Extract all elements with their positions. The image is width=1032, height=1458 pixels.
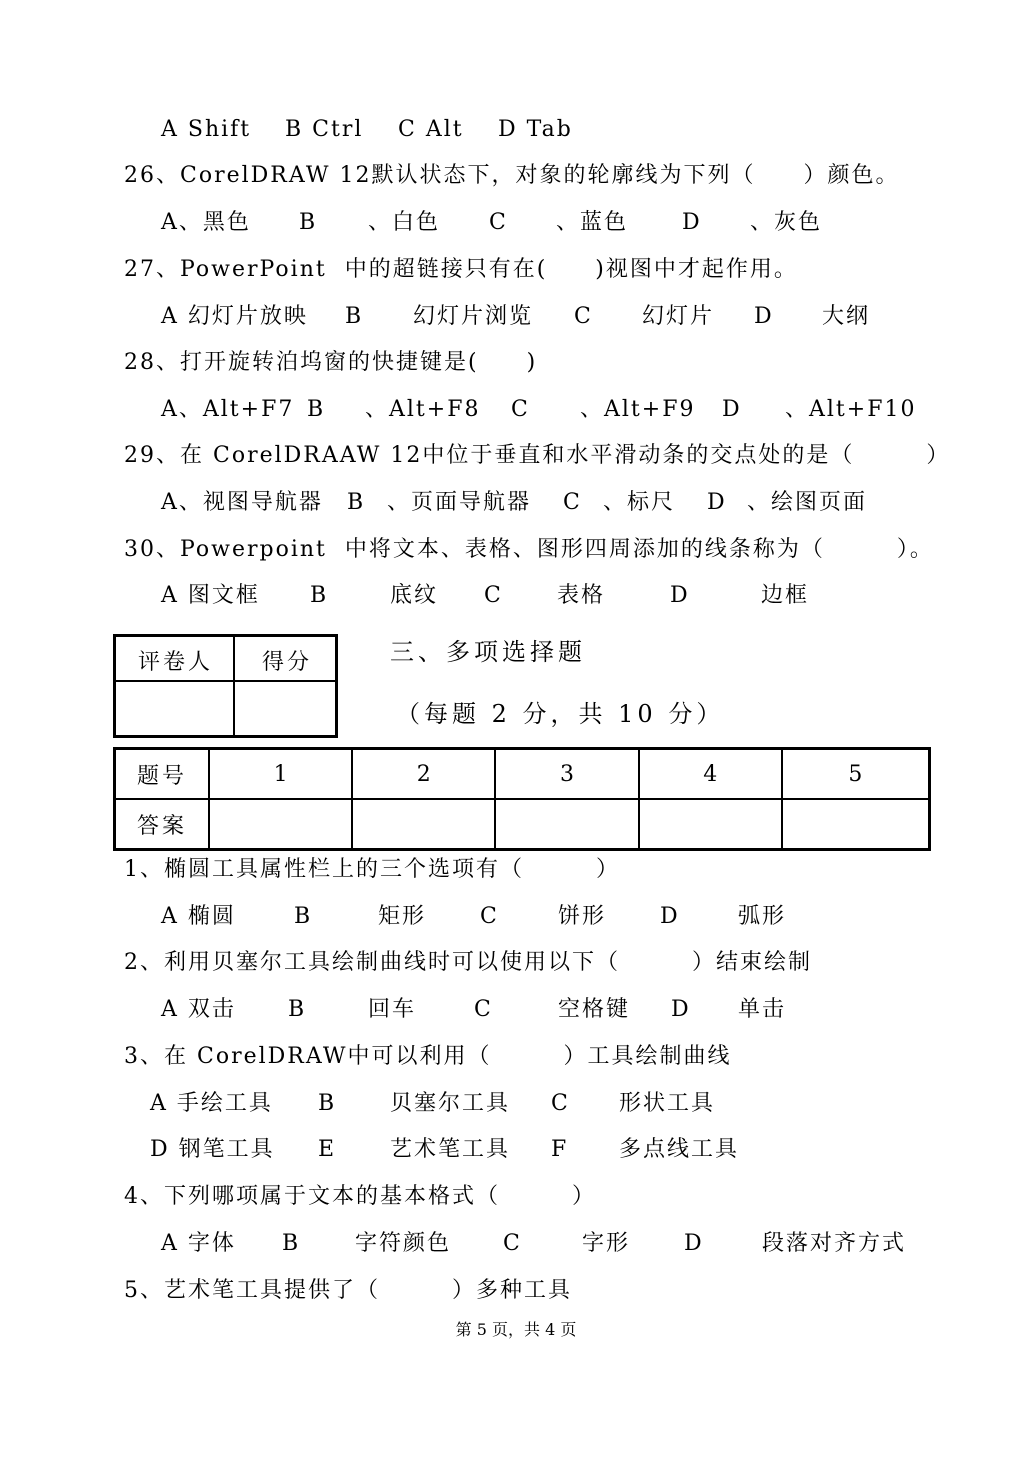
m3-label-e: E: [318, 1137, 337, 1162]
m4-label-c: C: [503, 1231, 522, 1256]
multi-question-4: 4、下列哪项属于文本的基本格式（ ）: [124, 1184, 596, 1209]
answer-table: [113, 747, 931, 851]
multi-question-5: 5、艺术笔工具提供了（ ）多种工具: [124, 1278, 572, 1303]
q27-option-b: 幻灯片浏览: [413, 304, 534, 329]
question-number-2: 2: [352, 749, 495, 800]
table-row: [115, 749, 930, 800]
m3-label-f: F: [551, 1137, 569, 1162]
m3-option-b: 贝塞尔工具: [390, 1091, 511, 1116]
q30-option-b: 底纹: [390, 583, 439, 608]
q28-label-c: C: [511, 397, 530, 422]
answer-cell-1[interactable]: [209, 799, 352, 850]
page-footer: 第 5 页，共 4 页: [455, 1320, 577, 1339]
m1-option-a: A 椭圆: [161, 904, 236, 929]
m2-label-d: D: [671, 997, 691, 1022]
m4-option-d: 段落对齐方式: [762, 1231, 907, 1256]
section-title: 三、多项选择题: [390, 638, 586, 666]
m4-label-b: B: [282, 1231, 301, 1256]
q26-label-d: D: [682, 210, 702, 235]
m1-option-b: 矩形: [378, 904, 427, 929]
q29-label-c: C: [563, 490, 582, 515]
q25-option-a: A Shift: [161, 117, 252, 142]
m2-label-c: C: [474, 997, 493, 1022]
question-27: 27、PowerPoint 中的超链接只有在( )视图中才起作用。: [124, 257, 798, 282]
m3-option-d: D 钢笔工具: [150, 1137, 275, 1162]
grader-label: 评卷人: [138, 650, 214, 675]
q30-option-a: A 图文框: [161, 583, 260, 608]
m2-option-c: 空格键: [558, 997, 631, 1022]
q27-label-c: C: [574, 304, 593, 329]
q29-label-b: B: [347, 490, 366, 515]
m3-label-b: B: [318, 1091, 337, 1116]
score-label: 得分: [262, 650, 313, 675]
m4-option-a: A 字体: [161, 1231, 236, 1256]
q30-label-d: D: [670, 583, 690, 608]
question-30: 30、Powerpoint 中将文本、表格、图形四周添加的线条称为（ ）。: [124, 537, 934, 562]
q25-option-b: B Ctrl: [285, 117, 364, 142]
answer-cell-4[interactable]: [639, 799, 782, 850]
q26-label-b: B: [299, 210, 318, 235]
m3-label-c: C: [551, 1091, 570, 1116]
m3-option-c: 形状工具: [619, 1091, 716, 1116]
question-26: 26、CorelDRAW 12默认状态下，对象的轮廓线为下列（ ）颜色。: [124, 163, 900, 188]
q27-label-d: D: [754, 304, 774, 329]
q30-label-b: B: [310, 583, 329, 608]
m2-option-a: A 双击: [161, 997, 236, 1022]
q30-option-c: 表格: [557, 583, 606, 608]
question-number-5: 5: [782, 749, 930, 800]
question-number-1: 1: [209, 749, 352, 800]
q28-option-c: 、Alt+F9: [580, 397, 696, 422]
q29-option-b: 、页面导航器: [387, 490, 532, 515]
answer-cell-2[interactable]: [352, 799, 495, 850]
multi-question-1: 1、椭圆工具属性栏上的三个选项有（ ）: [124, 857, 620, 882]
q28-option-a: A、Alt+F7: [161, 397, 295, 422]
q26-option-b: 、白色: [368, 210, 441, 235]
q30-option-d: 边框: [761, 583, 810, 608]
q30-label-c: C: [484, 583, 503, 608]
m4-label-d: D: [684, 1231, 704, 1256]
q29-option-a: A、视图导航器: [161, 490, 323, 515]
m2-option-d: 单击: [738, 997, 787, 1022]
q28-label-d: D: [722, 397, 742, 422]
question-number-header: 题号: [115, 749, 210, 800]
m4-option-c: 字形: [582, 1231, 631, 1256]
q26-option-d: 、灰色: [750, 210, 823, 235]
grader-score-box: [113, 634, 338, 738]
q29-option-c: 、标尺: [603, 490, 676, 515]
score-box-divider-horizontal: [116, 680, 335, 682]
m1-label-c: C: [480, 904, 499, 929]
m3-option-e: 艺术笔工具: [390, 1137, 511, 1162]
question-28: 28、打开旋转泊坞窗的快捷键是( ): [124, 350, 538, 375]
q26-option-c: 、蓝色: [556, 210, 629, 235]
m3-option-a: A 手绘工具: [150, 1091, 273, 1116]
q27-option-c: 幻灯片: [642, 304, 715, 329]
m2-option-b: 回车: [368, 997, 417, 1022]
q27-option-a: A 幻灯片放映: [161, 304, 308, 329]
question-29: 29、在 CorelDRAAW 12中位于垂直和水平滑动条的交点处的是（ ）: [124, 443, 951, 468]
answer-cell-3[interactable]: [495, 799, 638, 850]
m1-label-d: D: [660, 904, 680, 929]
q28-option-d: 、Alt+F10: [785, 397, 917, 422]
q28-label-b: B: [307, 397, 326, 422]
m2-label-b: B: [288, 997, 307, 1022]
q29-label-d: D: [707, 490, 727, 515]
q26-option-a: A、黑色: [161, 210, 251, 235]
table-row: [115, 799, 930, 850]
q28-option-b: 、Alt+F8: [365, 397, 481, 422]
m3-option-f: 多点线工具: [619, 1137, 740, 1162]
answer-cell-5[interactable]: [782, 799, 930, 850]
score-box-divider-vertical: [233, 637, 235, 735]
q26-label-c: C: [489, 210, 508, 235]
q25-option-d: D Tab: [498, 117, 573, 142]
q25-option-c: C Alt: [398, 117, 464, 142]
q27-label-b: B: [345, 304, 364, 329]
question-number-4: 4: [639, 749, 782, 800]
m1-option-c: 饼形: [558, 904, 607, 929]
m4-option-b: 字符颜色: [355, 1231, 452, 1256]
q29-option-d: 、绘图页面: [747, 490, 868, 515]
section-subtitle: （每题 2 分，共 10 分）: [396, 700, 725, 728]
question-number-3: 3: [495, 749, 638, 800]
q27-option-d: 大纲: [822, 304, 871, 329]
m1-option-d: 弧形: [738, 904, 787, 929]
multi-question-3: 3、在 CorelDRAW中可以利用（ ）工具绘制曲线: [124, 1044, 732, 1069]
answer-header: 答案: [115, 799, 210, 850]
m1-label-b: B: [294, 904, 313, 929]
multi-question-2: 2、利用贝塞尔工具绘制曲线时可以使用以下（ ）结束绘制: [124, 950, 812, 975]
